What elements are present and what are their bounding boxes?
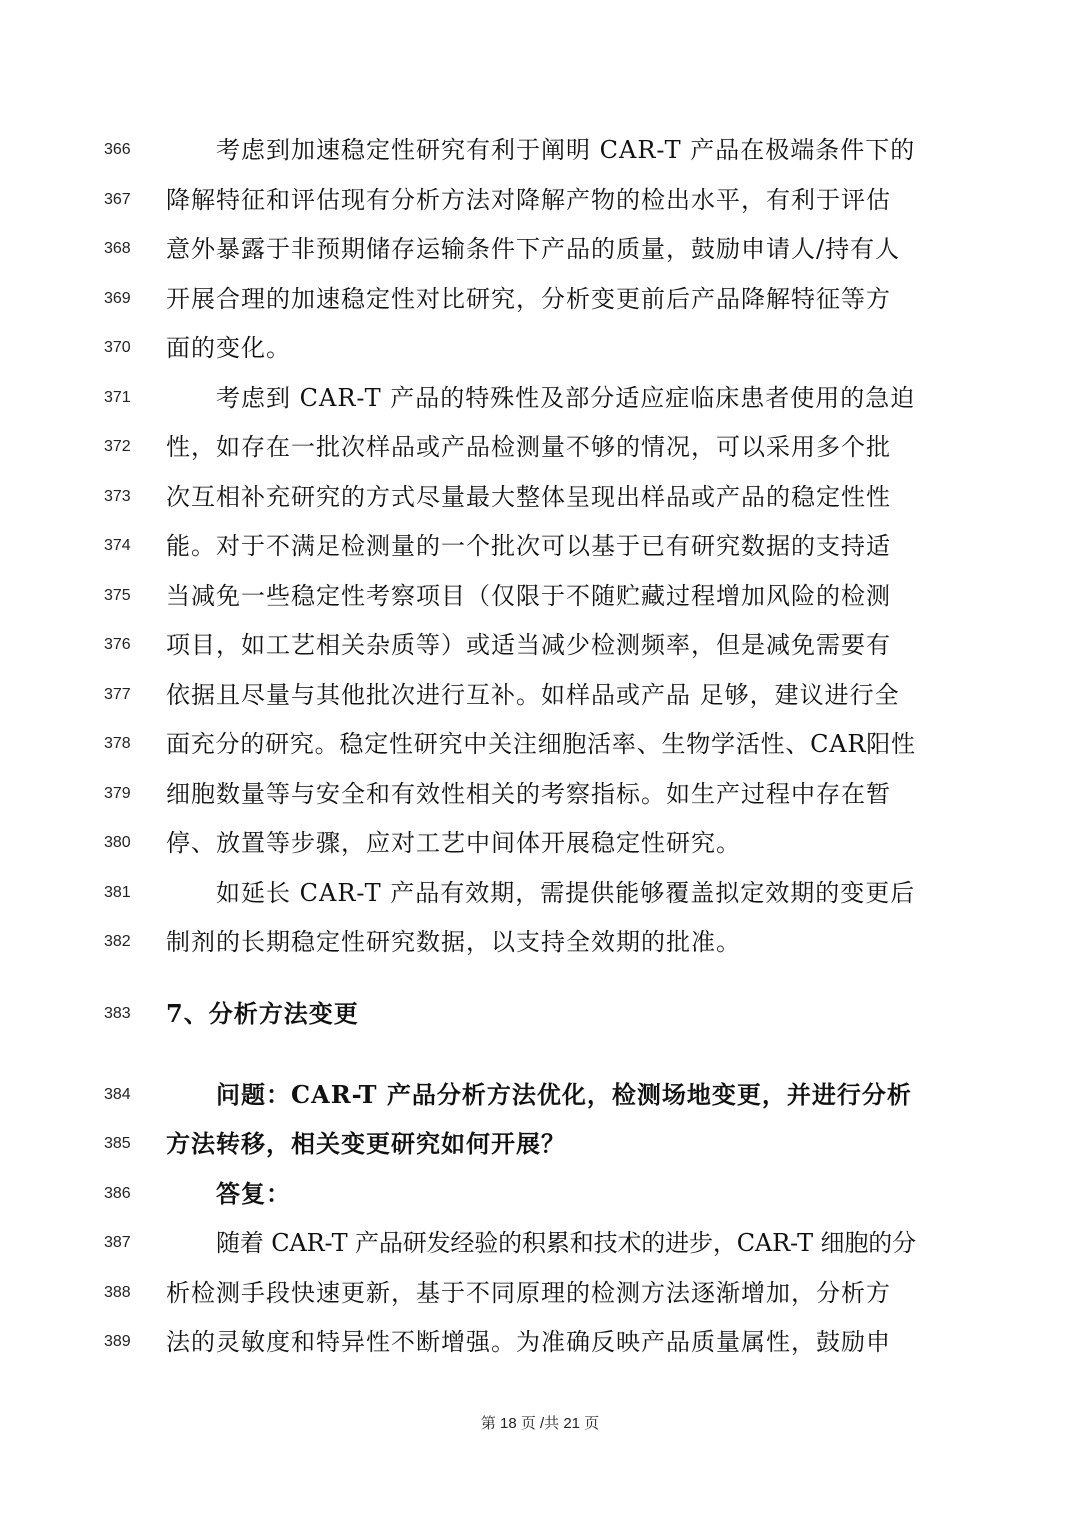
line-number: 369 (104, 290, 131, 307)
line-number: 381 (104, 884, 131, 901)
question-line (0, 1124, 1080, 1164)
text-line (0, 477, 1080, 517)
line-number: 382 (104, 933, 131, 950)
question-text: 问题：CAR-T 产品分析方法优化，检测场地变更，并进行分析 (216, 1080, 912, 1109)
line-text: 依据且尽量与其他批次进行互补。如样品或产品 足够，建议进行全 (166, 681, 900, 709)
line-number: 380 (104, 834, 131, 851)
line-text: 细胞数量等与安全和有效性相关的考察指标。如生产过程中存在暂 (166, 780, 891, 808)
line-number: 373 (104, 488, 131, 505)
line-text: 停、放置等步骤，应对工艺中间体开展稳定性研究。 (166, 829, 741, 857)
text-line (0, 229, 1080, 269)
line-number: 371 (104, 389, 131, 406)
line-number: 379 (104, 785, 131, 802)
line-text: 法的灵敏度和特异性不断增强。为准确反映产品质量属性，鼓励申 (166, 1328, 891, 1356)
line-text: 当减免一些稳定性考察项目（仅限于不随贮藏过程增加风险的检测 (166, 582, 891, 610)
line-text: 面的变化。 (166, 334, 291, 362)
line-number: 367 (104, 191, 131, 208)
line-number: 383 (104, 1005, 131, 1022)
text-line (0, 1273, 1080, 1313)
question-text: 方法转移，相关变更研究如何开展？ (166, 1129, 566, 1158)
text-line (0, 724, 1080, 764)
line-number: 374 (104, 537, 131, 554)
line-text: 开展合理的加速稳定性对比研究，分析变更前后产品降解特征等方 (166, 285, 891, 313)
section-heading: 7、分析方法变更 (166, 999, 359, 1028)
text-line (0, 427, 1080, 467)
line-text: 性，如存在一批次样品或产品检测量不够的情况，可以采用多个批 (166, 433, 891, 461)
line-text: 考虑到加速稳定性研究有利于阐明 CAR-T 产品在极端条件下的 (216, 136, 916, 164)
answer-label: 答复： (216, 1179, 291, 1208)
text-line (0, 675, 1080, 715)
line-number: 372 (104, 438, 131, 455)
line-number: 384 (104, 1086, 131, 1103)
text-line (0, 180, 1080, 220)
text-line (0, 328, 1080, 368)
text-line (0, 1322, 1080, 1362)
line-number: 366 (104, 141, 131, 158)
line-number: 378 (104, 735, 131, 752)
line-text: 制剂的长期稳定性研究数据，以支持全效期的批准。 (166, 928, 741, 956)
line-text: 随着 CAR-T 产品研发经验的积累和技术的进步，CAR-T 细胞的分 (216, 1229, 916, 1257)
text-line (0, 279, 1080, 319)
line-text: 考虑到 CAR-T 产品的特殊性及部分适应症临床患者使用的急迫 (216, 384, 916, 412)
line-number: 387 (104, 1234, 131, 1251)
text-line (0, 1223, 1080, 1263)
line-text: 如延长 CAR-T 产品有效期，需提供能够覆盖拟定效期的变更后 (216, 879, 916, 907)
line-number: 375 (104, 587, 131, 604)
text-line (0, 625, 1080, 665)
text-line (0, 526, 1080, 566)
line-text: 项目，如工艺相关杂质等）或适当减少检测频率，但是减免需要有 (166, 631, 891, 659)
line-number: 389 (104, 1333, 131, 1350)
line-number: 370 (104, 339, 131, 356)
text-line (0, 774, 1080, 814)
text-line (0, 873, 1080, 913)
text-line (0, 576, 1080, 616)
question-line (0, 1075, 1080, 1115)
line-number: 388 (104, 1284, 131, 1301)
text-line (0, 130, 1080, 170)
section-heading-line (0, 994, 1080, 1034)
text-line (0, 922, 1080, 962)
line-text: 能。对于不满足检测量的一个批次可以基于已有研究数据的支持适 (166, 532, 891, 560)
line-number: 376 (104, 636, 131, 653)
line-text: 次互相补充研究的方式尽量最大整体呈现出样品或产品的稳定性性 (166, 483, 891, 511)
line-number: 385 (104, 1135, 131, 1152)
line-text: 析检测手段快速更新，基于不同原理的检测方法逐渐增加，分析方 (166, 1279, 891, 1307)
line-number: 377 (104, 686, 131, 703)
line-text: 降解特征和评估现有分析方法对降解产物的检出水平，有利于评估 (166, 186, 891, 214)
line-number: 386 (104, 1185, 131, 1202)
line-number: 368 (104, 240, 131, 257)
text-line (0, 823, 1080, 863)
page-footer: 第 18 页 /共 21 页 (480, 1415, 600, 1432)
line-text: 意外暴露于非预期储存运输条件下产品的质量，鼓励申请人/持有人 (166, 235, 901, 263)
text-line (0, 378, 1080, 418)
line-text: 面充分的研究。稳定性研究中关注细胞活率、生物学活性、CAR阳性 (166, 730, 916, 758)
answer-label-line (0, 1174, 1080, 1214)
